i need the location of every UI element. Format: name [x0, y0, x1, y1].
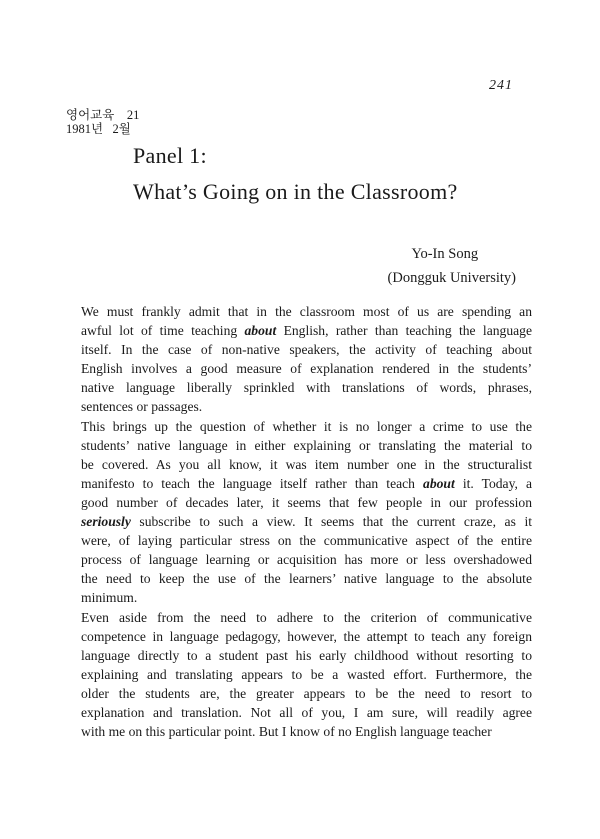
text-line [67, 493, 532, 512]
text-segment: with me on this particular point. But I know of no English language teacher [81, 724, 492, 740]
emphasized-text: about [423, 475, 455, 491]
panel-subtitle: What’s Going on in the Classroom? [133, 179, 458, 204]
text-segment: the need to keep the use of the learners’ native language to the absolute [81, 571, 532, 587]
author-block [387, 242, 516, 290]
text-segment: good number of decades later, it seems that few people in our profession [81, 494, 532, 510]
title-block [133, 138, 458, 210]
text-line [67, 512, 532, 531]
text-line [67, 321, 532, 340]
text-segment: explaining and translating appears to be a wasted effort. Furthermore, the [81, 666, 532, 682]
text-segment: were, of laying particular stress on the communicative aspect of the entire [81, 533, 532, 549]
journal-info [66, 108, 139, 136]
text-segment: This brings up the question of whether it is no longer a crime to use the [81, 418, 532, 434]
text-segment: Even aside from the need to adhere to the criterion of communicative [81, 609, 532, 625]
text-segment: be covered. As you all know, it was item number one in the structuralist [81, 456, 532, 472]
text-line [67, 550, 532, 569]
author-affiliation: (Dongguk University) [387, 270, 516, 286]
emphasized-text: seriously [81, 514, 131, 530]
text-segment: subscribe to such a view. It seems that the current craze, as it [130, 514, 532, 530]
text-line [67, 302, 532, 321]
text-segment: English involves a good measure of explanation rendered in the students’ [81, 361, 532, 377]
text-line [67, 397, 532, 416]
text-segment: native language liberally sprinkled with translations of words, phrases, [81, 380, 532, 396]
journal-date-row [66, 122, 139, 136]
text-line [67, 722, 532, 741]
text-line [67, 703, 532, 722]
text-line [67, 474, 532, 493]
text-line [67, 378, 532, 397]
text-line [67, 684, 532, 703]
text-line [67, 359, 532, 378]
text-segment: awful lot of time teaching [81, 323, 245, 339]
text-line [67, 608, 532, 627]
text-segment: competence in language pedagogy, however, the attempt to teach any foreign [81, 628, 532, 644]
text-segment: minimum. [81, 590, 138, 606]
text-segment: process of language learning or acquisition has more or less overshadowed [81, 552, 532, 568]
panel-title: Panel 1: [133, 143, 207, 168]
text-segment: itself. In the case of non-native speakers, the activity of teaching about [81, 342, 532, 358]
text-line [67, 588, 532, 607]
page-number: 241 [489, 78, 513, 93]
text-line [67, 436, 532, 455]
journal-volume: 21 [126, 108, 140, 122]
text-segment: English, rather than teaching the language [276, 323, 532, 339]
journal-name-row [66, 108, 139, 122]
text-line [67, 665, 532, 684]
text-segment: manifesto to teach the language itself rather than teach [81, 475, 424, 491]
text-line [67, 417, 532, 436]
journal-month: 2월 [112, 122, 131, 136]
paragraph [67, 608, 532, 742]
text-segment: sentences or passages. [81, 399, 203, 415]
article-body [67, 302, 532, 741]
emphasized-text: about [244, 323, 277, 339]
text-segment: it. Today, a [454, 475, 532, 491]
text-line [67, 340, 532, 359]
paragraph [67, 302, 532, 417]
text-segment: language directly to a student past his early childhood without resorting to [81, 647, 532, 663]
journal-name: 영어교육 [66, 108, 115, 122]
text-line [67, 627, 532, 646]
text-segment: older the students are, the greater appears to be the need to resort to [81, 685, 532, 701]
text-segment: students’ native language in either explaining or translating the material to [81, 437, 532, 453]
text-line [67, 569, 532, 588]
text-segment: We must frankly admit that in the classroom most of us are spending an [81, 304, 532, 319]
text-line [67, 455, 532, 474]
text-segment: explanation and translation. Not all of you, I am sure, will readily agree [81, 704, 532, 720]
text-line [67, 646, 532, 665]
author-name: Yo-In Song [411, 246, 479, 262]
journal-year: 1981년 [66, 122, 104, 136]
paragraph [67, 417, 532, 608]
text-line [67, 531, 532, 550]
